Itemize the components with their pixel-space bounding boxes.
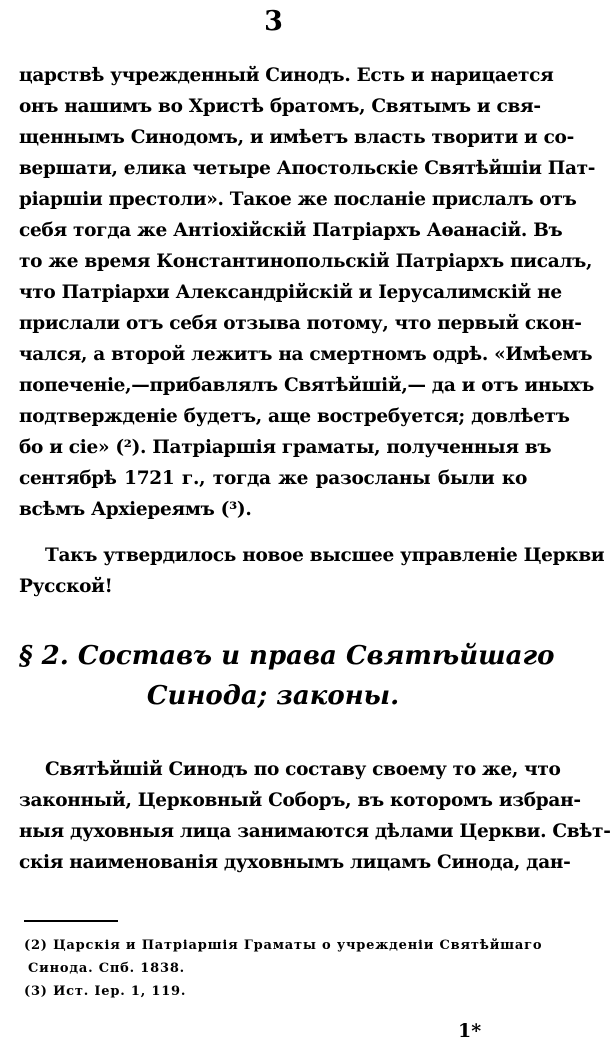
text-line: Святѣйшій Синодъ по составу своему то же, что <box>45 759 561 780</box>
text-line: всѣмъ Архіереямъ (³). <box>19 499 252 520</box>
paragraph-3 <box>19 754 611 878</box>
text-line: Русской! <box>19 576 113 597</box>
text-line: вершати, елика четыре Апостольскіе Святѣйшіи Пат- <box>19 158 596 179</box>
text-line: себя тогда же Антіохійскій Патріархъ Аѳанасій. Въ <box>19 220 563 241</box>
footnote-2-continued: Синода. Спб. 1838. <box>28 961 186 976</box>
text-line: законный, Церковный Соборъ, въ которомъ избран- <box>19 790 581 811</box>
text-line: щеннымъ Синодомъ, и имѣетъ власть творити и со- <box>19 127 574 148</box>
text-line: что Патріархи Александрійскій и Іерусалимскій не <box>19 282 562 303</box>
page-number: 3 <box>264 6 283 37</box>
text-line: попеченіе,—прибавлялъ Святѣйшій,— да и отъ иныхъ <box>19 375 594 396</box>
text-line: чался, а второй лежитъ на смертномъ одрѣ. «Имѣемъ <box>19 344 593 365</box>
paragraph-2 <box>19 540 605 602</box>
text-line: ріаршіи престоли». Такое же посланіе прислалъ отъ <box>19 189 577 210</box>
footnote-3: (3) Ист. Іер. 1, 119. <box>24 984 187 999</box>
text-line: прислали отъ себя отзыва потому, что первый скон- <box>19 313 582 334</box>
footnotes <box>24 934 543 1003</box>
text-line: то же время Константинопольскій Патріархъ писалъ, <box>19 251 593 272</box>
signature-mark: 1* <box>458 1020 482 1042</box>
text-line: подтвержденіе будетъ, аще востребуется; довлѣетъ <box>19 406 570 427</box>
text-line: онъ нашимъ во Христѣ братомъ, Святымъ и свя- <box>19 96 541 117</box>
text-line: скія наименованія духовнымъ лицамъ Синода, дан- <box>19 852 571 873</box>
text-line: царствѣ учрежденный Синодъ. Есть и нарицается <box>19 65 554 86</box>
footnote-divider <box>24 920 118 922</box>
text-line: ныя духовныя лица занимаются дѣлами Церкви. Свѣт- <box>19 821 611 842</box>
section-heading <box>19 636 555 716</box>
footnote-2: (2) Царскія и Патріаршія Граматы о учрежденіи Святѣйшаго <box>24 938 543 953</box>
section-heading-line-2: Синода; законы. <box>146 681 400 711</box>
section-heading-line-1: § 2. Составъ и права Святѣйшаго <box>19 641 555 671</box>
text-line: бо и сіе» (²). Патріаршія граматы, полученныя въ <box>19 437 552 458</box>
text-line: Такъ утвердилось новое высшее управленіе Церкви <box>45 545 605 566</box>
text-line: сентябрѣ 1721 г., тогда же разосланы были ко <box>19 468 527 489</box>
paragraph-1 <box>19 60 596 525</box>
